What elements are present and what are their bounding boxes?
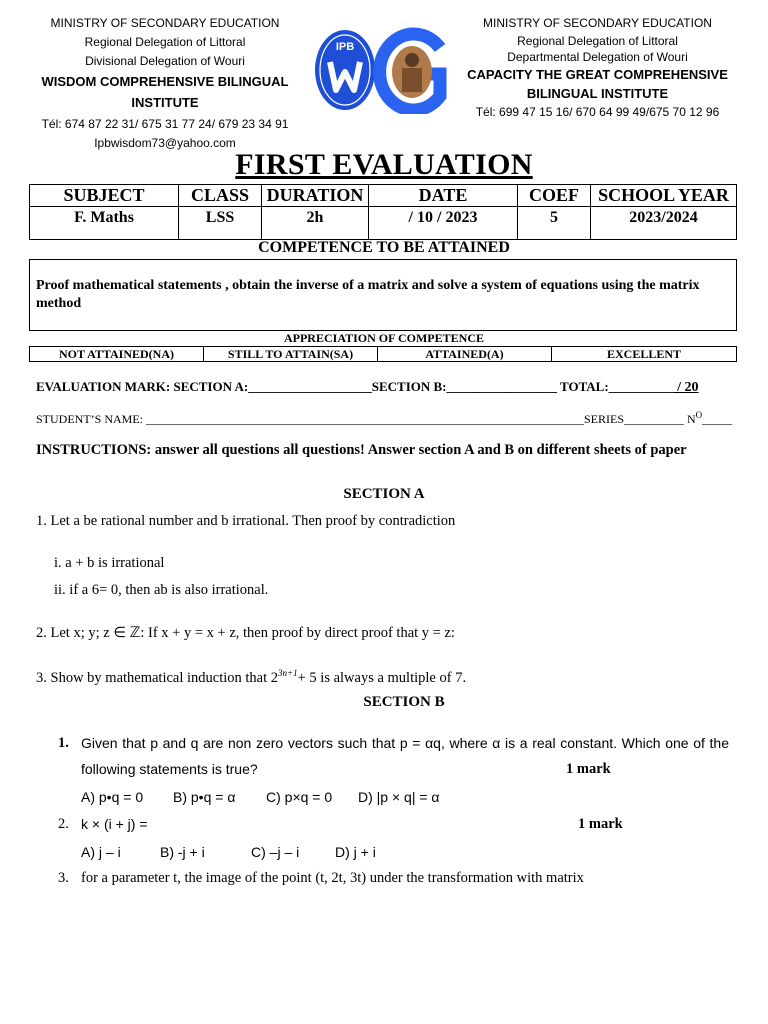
regional-delegation-right: Regional Delegation of Littoral <box>517 34 678 48</box>
header-duration: DURATION <box>262 185 369 207</box>
school-name-right-2: BILINGUAL INSTITUTE <box>526 86 669 101</box>
section-b-q2-mark: 1 mark <box>578 816 623 832</box>
section-b-title: SECTION B <box>363 694 445 710</box>
section-b-q1-number: 1. <box>58 735 69 751</box>
school-logos <box>312 26 447 114</box>
header-coef: COEF <box>518 185 591 207</box>
level-attained: ATTAINED(A) <box>378 347 552 362</box>
school-name-right-1: CAPACITY THE GREAT COMPREHENSIVE <box>467 67 728 82</box>
school-name-left-2: INSTITUTE <box>131 95 199 110</box>
evaluation-total: / 20 <box>673 380 699 395</box>
divisional-delegation-left: Divisional Delegation of Wouri <box>85 54 245 68</box>
section-b-q1-option-d: D) |p × q| = α <box>358 789 440 805</box>
section-b-q2-text: k × (i + j) = <box>81 816 148 832</box>
ministry-right: MINISTRY OF SECONDARY EDUCATION <box>483 16 712 30</box>
regional-delegation-left: Regional Delegation of Littoral <box>84 35 246 49</box>
appreciation-table <box>29 346 737 362</box>
section-a-title: SECTION A <box>343 486 425 502</box>
value-date: / 10 / 2023 <box>369 207 518 240</box>
value-school-year: 2023/2024 <box>591 207 737 240</box>
section-a-q3-exponent: 3n+1 <box>278 668 298 678</box>
header-right <box>455 14 740 122</box>
section-a-q3-text-end: + 5 is always a multiple of 7. <box>297 669 467 686</box>
phone-right: Tél: 699 47 15 16/ 670 64 99 49/675 70 12 96 <box>475 105 720 119</box>
email-left: Ipbwisdom73@yahoo.com <box>94 136 236 150</box>
section-b-q2-option-c: C) –j – i <box>251 844 300 860</box>
section-b-q1-line1: Given that p and q are non zero vectors such that p = αq, where α is a real constant. Which one of the <box>81 735 729 751</box>
section-a-q3-text: 3. Show by mathematical induction that 2 <box>36 669 279 686</box>
student-name-label: STUDENT’S NAME: _________________________________________________________________________SERIES__________ N <box>36 412 696 426</box>
value-coef: 5 <box>518 207 591 240</box>
section-b-q1-mark: 1 mark <box>566 761 611 777</box>
section-a-question-1-ii: ii. if a 6= 0, then ab is also irrational. <box>54 582 269 598</box>
section-b-q3-number: 3. <box>58 870 69 886</box>
exam-info-table <box>29 184 737 240</box>
appreciation-heading: APPRECIATION OF COMPETENCE <box>283 331 484 345</box>
section-a-question-1-i: i. a + b is irrational <box>54 555 165 571</box>
section-b-q1-option-a: A) p•q = 0 <box>81 789 144 805</box>
section-a-question-1: 1. Let a be rational number and b irrational. Then proof by contradiction <box>36 513 456 529</box>
competence-box: Proof mathematical statements , obtain the inverse of a matrix and solve a system of equations using the matrix method <box>29 259 737 331</box>
level-excellent: EXCELLENT <box>552 347 737 362</box>
section-a-question-2: 2. Let x; y; z ∈ ℤ: If x + y = x + z, then proof by direct proof that y = z: <box>36 625 455 641</box>
ministry-left: MINISTRY OF SECONDARY EDUCATION <box>50 16 280 30</box>
student-number-sup: O <box>695 410 703 420</box>
evaluation-mark-label: EVALUATION MARK: SECTION A:___________________SECTION B:_________________ TOTAL:__________ <box>36 379 674 394</box>
section-b-q2-option-a: A) j – i <box>81 844 121 860</box>
section-b-q1-line2: following statements is true? <box>81 761 258 777</box>
section-a-question-3 <box>36 668 466 687</box>
level-still-to-attain: STILL TO ATTAIN(SA) <box>204 347 378 362</box>
capacity-logo-icon <box>380 34 440 110</box>
section-b-q1-option-b: B) p•q = α <box>173 789 236 805</box>
instructions: INSTRUCTIONS: answer all questions all questions! Answer section A and B on different sheets of paper <box>36 442 687 458</box>
page-title: FIRST EVALUATION <box>235 148 533 181</box>
section-b-q3-text: for a parameter t, the image of the point (t, 2t, 3t) under the transformation with matrix <box>81 870 584 886</box>
section-b-q1-option-c: C) p×q = 0 <box>266 789 333 805</box>
header-subject: SUBJECT <box>30 185 179 207</box>
header-school-year: SCHOOL YEAR <box>591 185 737 207</box>
ipb-logo-text: IPB <box>335 41 355 53</box>
level-not-attained: NOT ATTAINED(NA) <box>30 347 204 362</box>
phone-left: Tél: 674 87 22 31/ 675 31 77 24/ 679 23 34 91 <box>41 117 289 131</box>
value-duration: 2h <box>262 207 369 240</box>
header-class: CLASS <box>179 185 262 207</box>
departmental-delegation-right: Departmental Delegation of Wouri <box>507 50 688 64</box>
school-name-left-1: WISDOM COMPREHENSIVE BILINGUAL <box>41 74 289 89</box>
section-b-q2-number: 2. <box>58 816 69 832</box>
header-left <box>20 14 310 153</box>
evaluation-mark-line <box>36 379 699 396</box>
competence-heading: COMPETENCE TO BE ATTAINED <box>258 239 510 256</box>
ipb-logo-icon <box>315 30 375 110</box>
student-number-blank: _____ <box>702 412 733 426</box>
value-subject: F. Maths <box>30 207 179 240</box>
section-b-q2-option-b: B) -j + i <box>160 844 205 860</box>
student-name-line <box>36 410 732 427</box>
header-date: DATE <box>369 185 518 207</box>
section-b-q2-option-d: D) j + i <box>335 844 376 860</box>
value-class: LSS <box>179 207 262 240</box>
